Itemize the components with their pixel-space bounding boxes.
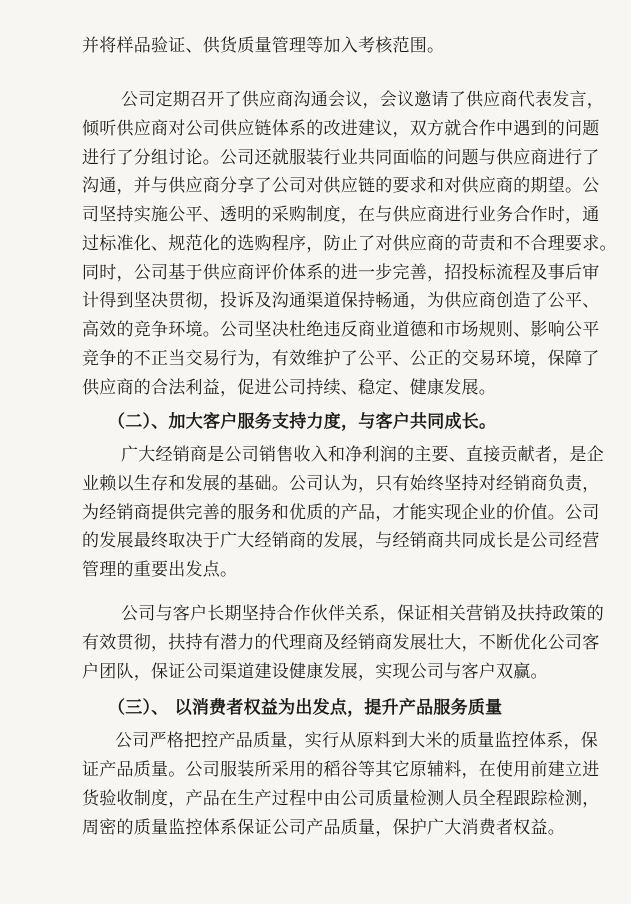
text-line: 并将样品验证、供货质量管理等加入考核范围。 bbox=[82, 36, 445, 56]
text-line: 计得到坚决贯彻，投诉及沟通渠道保持畅通，为供应商创造了公平、 bbox=[82, 291, 600, 311]
text-line: 司坚持实施公平、透明的采购制度，在与供应商进行业务合作时，通 bbox=[82, 205, 600, 225]
text-line: 有效贯彻，扶持有潜力的代理商及经销商发展壮大，不断优化公司客 bbox=[82, 633, 600, 653]
text-line: 竞争的不正当交易行为，有效维护了公平、公正的交易环境，保障了 bbox=[82, 349, 600, 369]
text-line: 周密的质量监控体系保证公司产品质量，保护广大消费者权益。 bbox=[82, 818, 565, 838]
text-line: 过标准化、规范化的选购程序，防止了对供应商的苛责和不合理要求。 bbox=[82, 234, 617, 254]
text-line: 公司严格把控产品质量，实行从原料到大米的质量监控体系，保 bbox=[115, 731, 598, 751]
text-line: 广大经销商是公司销售收入和净利润的主要、直接贡献者，是企 bbox=[121, 445, 604, 465]
section-heading: （二）、加大客户服务支持力度，与客户共同成长。 bbox=[108, 412, 497, 432]
text-line: 户团队，保证公司渠道建设健康发展，实现公司与客户双赢。 bbox=[82, 662, 548, 682]
text-line: 进行了分组讨论。公司还就服装行业共同面临的问题与供应商进行了 bbox=[82, 148, 600, 168]
text-line: 证产品质量。公司服装所采用的稻谷等其它原辅料，在使用前建立进 bbox=[82, 760, 600, 780]
text-line: 管理的重要出发点。 bbox=[82, 560, 238, 580]
text-line: 高效的竞争环境。公司坚决杜绝违反商业道德和市场规则、影响公平 bbox=[82, 320, 600, 340]
text-line: 货验收制度，产品在生产过程中由公司质量检测人员全程跟踪检测， bbox=[82, 789, 600, 809]
text-line: 同时，公司基于供应商评价体系的进一步完善，招投标流程及事后审 bbox=[82, 263, 600, 283]
text-line: 倾听供应商对公司供应链体系的改进建议，双方就合作中遇到的问题 bbox=[82, 119, 600, 139]
text-line: 业赖以生存和发展的基础。公司认为，只有始终坚持对经销商负责， bbox=[82, 474, 600, 494]
text-line: 公司与客户长期坚持合作伙伴关系，保证相关营销及扶持政策的 bbox=[121, 604, 604, 624]
text-line: 为经销商提供完善的服务和优质的产品，才能实现企业的价值。公司 bbox=[82, 503, 600, 523]
text-line: 沟通，并与供应商分享了公司对供应链的要求和对供应商的期望。公 bbox=[82, 176, 600, 196]
text-line: 供应商的合法利益，促进公司持续、稳定、健康发展。 bbox=[82, 378, 496, 398]
text-line: 的发展最终取决于广大经销商的发展，与经销商共同成长是公司经营 bbox=[82, 531, 600, 551]
section-heading: （三）、 以消费者权益为出发点，提升产品服务质量 bbox=[108, 698, 503, 718]
text-line: 公司定期召开了供应商沟通会议，会议邀请了供应商代表发言， bbox=[121, 90, 604, 110]
